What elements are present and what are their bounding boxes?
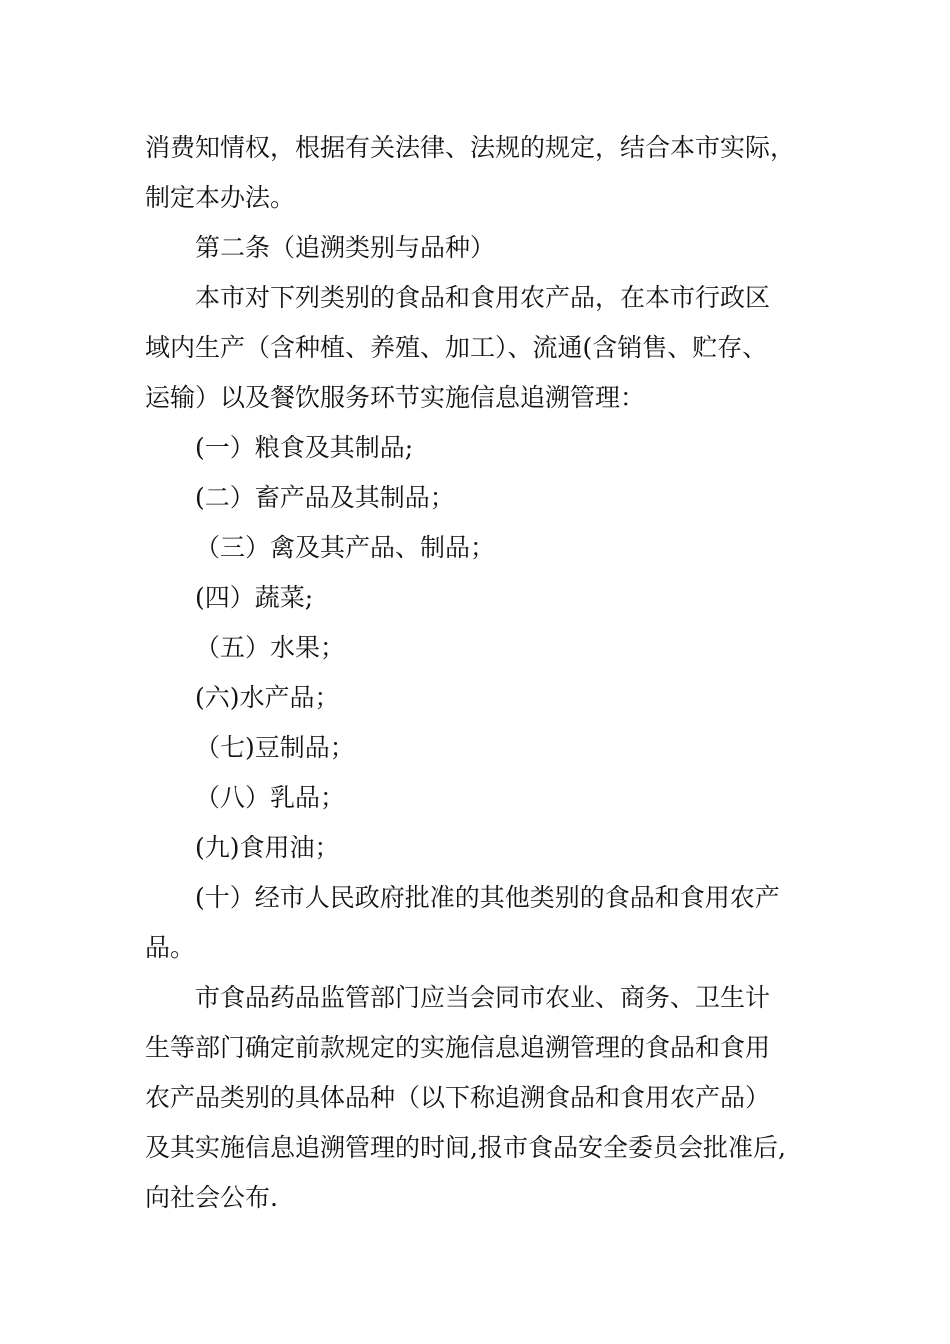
list-item: （五）水果； [195, 633, 346, 662]
list-item: (四）蔬菜; [195, 583, 314, 612]
list-item: (六)水产品； [195, 683, 340, 712]
list-item: (二）畜产品及其制品； [195, 483, 455, 512]
list-item: (九)食用油； [195, 833, 340, 862]
text-line: 及其实施信息追溯管理的时间,报市食品安全委员会批准后, [145, 1133, 786, 1162]
article-heading: 第二条（追溯类别与品种） [195, 233, 496, 262]
text-line: 制定本办法。 [145, 183, 296, 212]
text-line: 品。 [145, 933, 196, 962]
list-item: （七)豆制品； [195, 733, 355, 762]
text-line: 农产品类别的具体品种（以下称追溯食品和食用农产品） [145, 1083, 771, 1112]
list-item: (一）粮食及其制品; [195, 433, 414, 462]
text-line: 域内生产（含种植、养殖、加工）、流通(含销售、贮存、 [145, 333, 768, 362]
list-item: （三）禽及其产品、制品； [195, 533, 496, 562]
text-line: 生等部门确定前款规定的实施信息追溯管理的食品和食用 [145, 1033, 771, 1062]
text-line: 市食品药品监管部门应当会同市农业、商务、卫生计 [195, 983, 771, 1012]
list-item: (十）经市人民政府批准的其他类别的食品和食用农产 [195, 883, 780, 912]
text-line: 消费知情权，根据有关法律、法规的规定，结合本市实际， [145, 133, 796, 162]
text-line: 向社会公布. [145, 1183, 278, 1212]
list-item: （八）乳品； [195, 783, 346, 812]
text-line: 运输）以及餐饮服务环节实施信息追溯管理： [145, 383, 646, 412]
text-line: 本市对下列类别的食品和食用农产品，在本市行政区 [195, 283, 771, 312]
